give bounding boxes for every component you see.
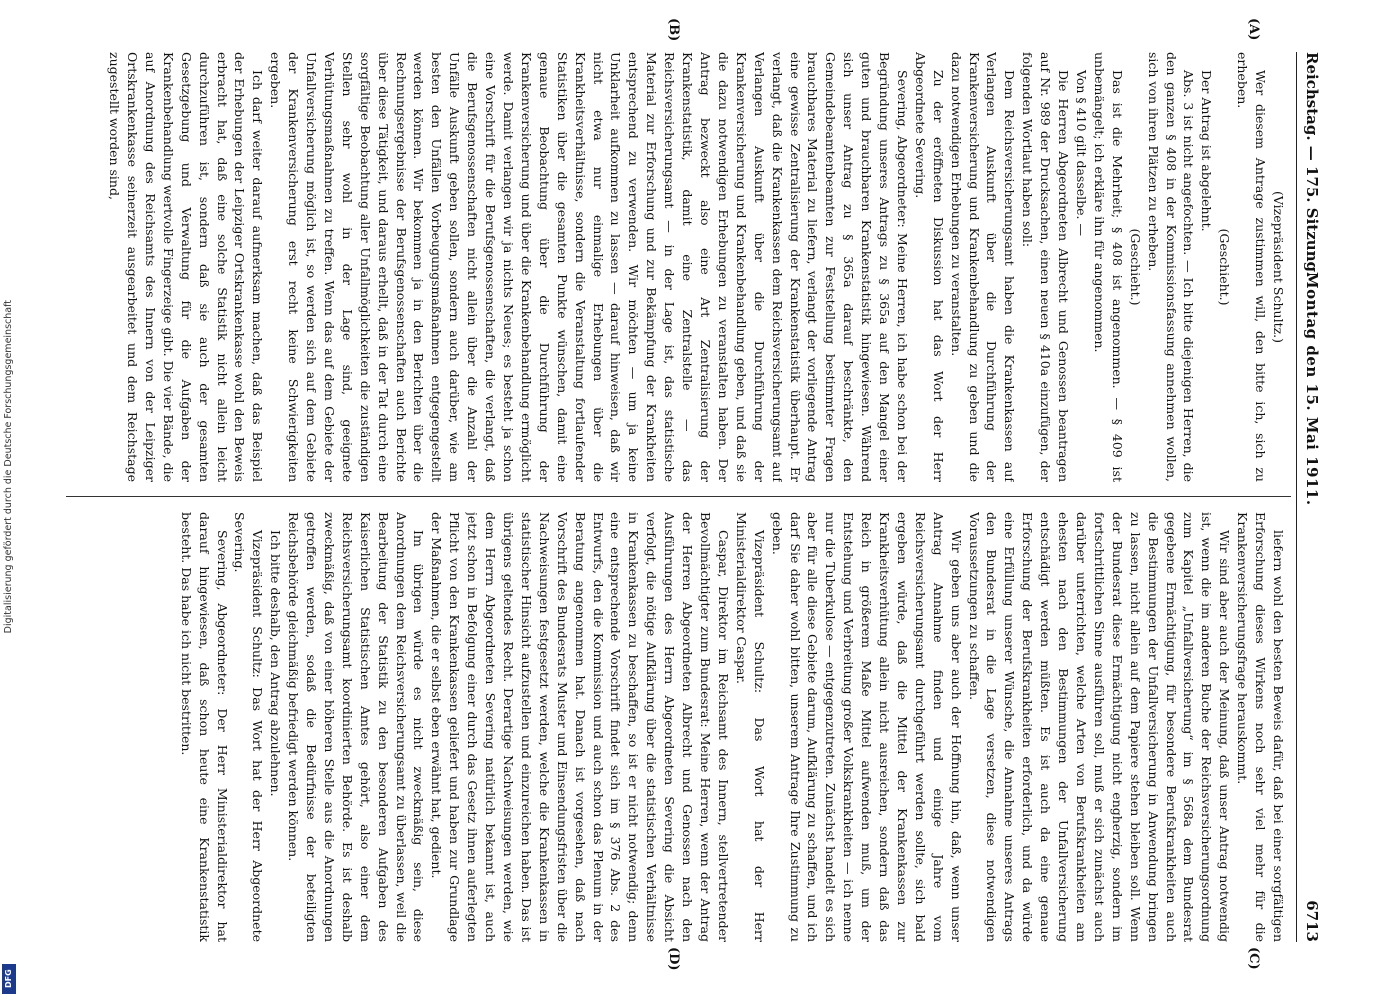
centered-note: (Vizepräsident Schultz.) <box>1271 190 1286 344</box>
running-header <box>1296 52 1331 942</box>
rotated-page <box>61 18 1331 971</box>
margin-letter-b: (B) <box>666 18 681 42</box>
centered-note: (Geschieht.) <box>1127 228 1143 306</box>
paragraph: Wir sind aber auch der Meinung, daß unser Antrag notwendig ist, wenn die im anderen Buche der Reichsversicherungsordnung zum Kapitel „Unfallversicherung“ im § 568a dem Bundesrat gegebene Ermächtigung, für besondere Berufskrankheiten auch die Bestimmungen der Unfallversicherung in Anwendung bringen zu lassen, nicht allein auf dem Papiere stehen bleiben soll. Wenn der Bundesrat diese Ermächtigung nicht engherzig, sondern im fortschrittlichen Sinne ausführen soll, muß er sich zunächst auch darüber unterrichten, welche Arten von Berufskrankheiten am ehesten nach den Bestimmungen der Unfallversicherung entschädigt werden müßten. Es ist auch da eine genaue Erforschung der Berufskrankheiten erforderlich, und da würde eine Erfüllung unserer Wünsche, die Annahme unseres Antrags den Bundesrat in die Lage versetzen, diese notwendigen Voraussetzungen zu schaffen. <box>966 512 1233 942</box>
margin-letter-a: (A) <box>1246 18 1261 41</box>
text-column-left <box>67 52 1287 482</box>
paragraph: Severing, Abgeordneter: Meine Herren, ich habe schon bei der Begründung unseres Antrags zu § 365a auf den Mangel einer guten und brauchbaren Krankenstatistik hingewiesen. Während sich unser Antrag zu § 365a darauf beschränkte, den Gemeindebeamtenbeamten zur Feststellung bestimmter Fragen brauchbares Material zu liefern, verlangt der vorliegende Antrag eine gewisse Zentralisierung der Krankenstatistik überhaupt. Er verlangt, daß die Krankenkassen dem Reichsversicherungsamt auf Verlangen Auskunft über die Durchführung der Krankenversicherung und Krankenbehandlung geben, und daß sie die dazu notwendigen Erhebungen zu veranstalten haben. Der Antrag bezweckt also eine Art Zentralisierung der Krankenstatistik, damit eine Zentralstelle — das Reichsversicherungsamt — in der Lage ist, das statistische Material zur Erforschung und zur Bekämpfung der Krankheiten entsprechend zu verwenden. Wir möchten — um ja keine Unklarheit aufkommen zu lassen — darauf hinweisen, daß wir nicht etwa nur einmalige Erhebungen über die Krankheitsverhältnisse, sondern die Veranstaltung fortlaufender Statistiken über die gesamten Punkte wünschen, damit eine genaue Beobachtung über die Durchführung der Krankenversicherung und über die Krankenbehandlung ermöglicht werde. Damit verlangen wir ja nichts Neues; es besteht ja schon eine Vorschrift für die Berufsgenossenschaften, die verlangt, daß die Berufsgenossenschaften nicht allein über die Anzahl der Unfälle Auskunft geben sollen, sondern auch darüber, wie am besten den Unfällen Vorbeugungsmaßnahmen entgegengestellt werden können. Wir bekommen ja in den Berichten über die Rechnungsergebnisse der Berufsgenossenschaften auch Berichte über diese Tätigkeit, und daraus erhellt, daß in der Tat durch eine sorgfältige Beobachtung aller Unfallmöglichkeiten die zuständigen Stellen sehr wohl in der Lage sind, geeignete Verhütungsmaßnahmen zu treffen. Wenn das auf dem Gebiete der Unfallversicherung möglich ist, so werden sich auf dem Gebiete der Krankenversicherung erst recht keine Schwierigkeiten ergeben. <box>268 52 910 482</box>
margin-letter-d: (D) <box>666 947 681 971</box>
centered-note: (Geschieht.) <box>1217 228 1233 306</box>
paragraph: Im übrigen würde es nicht zweckmäßig sein, diese Anordnungen dem Reichsversicherungsamt zu überlassen, weil die Bearbeitung der Statistik zu den besonderen Aufgaben des Kaiserlichen Statistischen Amtes gehört, also einer dem Reichsversicherungsamt koordinierten Behörde. Es ist deshalb zweckmäßig, daß von einer höheren Stelle aus die Anordnungen getroffen werden, sodaß die Bedürfnisse der beteiligten Reichsbehörde gleichmäßig befriedigt werden können. <box>286 512 427 942</box>
paragraph: Zu der eröffneten Diskussion hat das Wort der Herr Abgeordnete Severing. <box>912 52 946 482</box>
paragraph: Caspar, Direktor im Reichsamt des Innern, stellvertretender Bevollmächtigter zum Bundesrat: Meine Herren, wenn der Antrag der Herren Abgeordneten Albrecht und Genossen nach den Ausführungen des Herrn Abgeordneten Severing die Absicht verfolgt, die nötige Aufklärung über die statistischen Verhältnisse in Krankenkassen zu beschaffen, so ist er nicht notwendig; denn eine entsprechende Vorschrift findet sich im § 376 Abs. 2 des Entwurfs, den die Kommission und auch schon das Plenum in der Beratung angenommen hat. Danach ist vorgesehen, daß nach Vorschrift des Bundesrats Muster und Einsendungsfristen über die Nachweisungen festgesetzt werden, welche die Krankenkassen in statistischer Hinsicht aufzustellen und einzureichen haben. Das ist übrigens geltendes Recht. Derartige Nachweisungen werden, wie dem Herrn Abgeordneten Severing natürlich bekannt ist, auch jetzt schon in Befolgung einer durch das Gesetz ihnen auferlegten Pflicht von den Krankenkassen geliefert und haben zur Grundlage der Maßnahmen, die er selbst eben erwähnt hat, gedient. <box>429 512 731 942</box>
paragraph: Ich bitte deshalb, den Antrag abzulehnen. <box>268 530 284 797</box>
margin-letter-c: (C) <box>1246 947 1261 970</box>
paragraph: Wer diesem Antrage zustimmen will, den bitte ich, sich zu erheben. <box>1235 52 1269 482</box>
paragraph: Vizepräsident Schultz: Das Wort hat der Herr Abgeordnete Severing. <box>232 512 266 942</box>
paragraph: Severing, Abgeordneter: Der Herr Ministerialdirektor hat darauf hingewiesen, daß schon heute eine Krankenstatistik besteht. Das habe ich nicht bestritten. <box>178 512 230 942</box>
page-number: 6713 <box>1303 900 1321 942</box>
header-session: Reichstag. — 175. Sitzung. <box>1303 52 1321 278</box>
text-column-right <box>67 512 1287 942</box>
paragraph: Die Herren Abgeordneten Albrecht und Genossen beantragen auf Nr. 989 der Drucksachen, einen neuen § 410a einzufügen, der folgenden Wortlaut haben soll: <box>1020 52 1072 482</box>
header-date: Montag den 15. Mai 1911. <box>1303 272 1321 506</box>
paragraph: Von § 410 gilt dasselbe. — <box>1074 70 1090 237</box>
digitization-credit: Digitalisierung gefördert durch die Deutsche Forschungsgemeinschaft <box>3 300 14 634</box>
paragraph: liefern wohl den besten Beweis dafür, daß bei einer sorgfältigen Erforschung dieses Wirkens noch sehr viel mehr für die Krankenversicherungsfrage herauskommt. <box>1235 512 1286 942</box>
paragraph: Vizepräsident Schultz: Das Wort hat der Herr Ministerialdirektor Caspar. <box>733 512 767 942</box>
paragraph: Der Antrag ist abgelehnt. <box>1199 70 1215 232</box>
paragraph: Das ist die Mehrheit; § 408 ist angenommen. — § 409 ist unbemängelt; ich erkläre ihn für angenommen. <box>1091 52 1125 482</box>
dfg-logo: DFG <box>2 964 16 994</box>
paragraph: Abs. 3 ist nicht angefochten. — Ich bitte diejenigen Herren, die den ganzen § 408 in der Kommissionsfassung annehmen wollen, sich von ihren Plätzen zu erheben. <box>1145 52 1197 482</box>
paragraph: Ich darf weiter darauf aufmerksam machen, daß das Beispiel der Erhebungen der Leipziger Ortskrankenkasse wohl den Beweis erbracht hat, daß eine solche Statistik nicht allein leicht durchzuführen ist, sondern daß sie auch der gesamten Gesetzgebung und Verwaltung für die Aufgaben der Krankenbehandlung wertvolle Fingerzeige gibt. Die vier Bände, die auf Anordnung des Reichsamts des Innern von der Leipziger Ortskrankenkasse seinerzeit ausgearbeitet und dem Reichstage zugestellt worden sind, <box>107 52 266 482</box>
column-divider <box>66 496 1291 497</box>
paragraph: Wir geben uns aber auch der Hoffnung hin, daß, wenn unser Antrag Annahme finden und einige Jahre vom Reichsversicherungsamt durchgeführt werden sollte, sich bald ergeben würde, daß die Mittel der Krankenkassen zur Krankheitsverhütung allein nicht ausreichen, sondern daß das Reich in größerem Maße Mittel aufwenden muß, um der Entstehung und Verbreitung großer Volkskrankheiten — ich nenne nur die Tuberkulose — entgegenzutreten. Zunächst handelt es sich aber für alle diese Gebiete darum, Aufklärung zu schaffen, und ich darf Sie daher wohl bitten, unserem Antrage Ihre Zustimmung zu geben. <box>769 512 964 942</box>
paragraph: Dem Reichsversicherungsamt haben die Krankenkassen auf Verlangen Auskunft über die Durchführung der Krankenversicherung und Krankenbehandlung zu geben und die dazu notwendigen Erhebungen zu veranstalten. <box>948 52 1018 482</box>
